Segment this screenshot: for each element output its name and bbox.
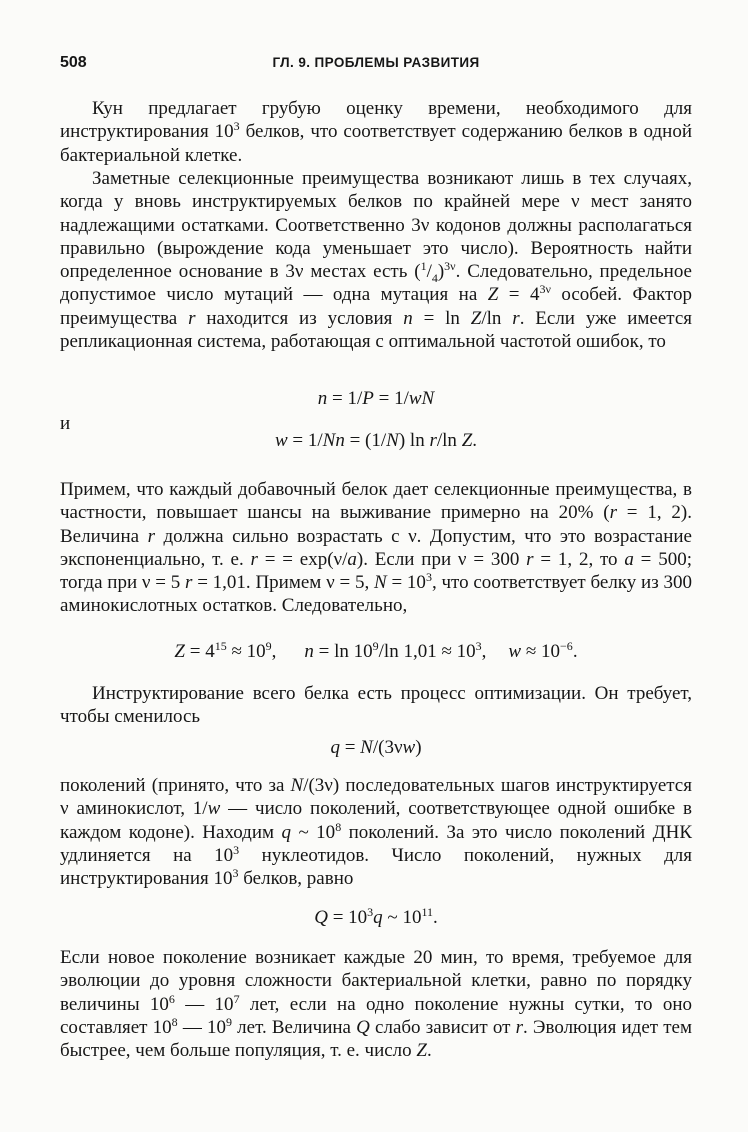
page-number: 508 — [60, 54, 87, 71]
paragraph-1 — [60, 97, 692, 167]
formula-z-n-w: $Z = 4^{15} \approx 10^9$, $n = \ln 10^9/\ln$ $1,01 \approx 10^3$, $w \approx 10^{-6}$. — [174, 639, 578, 662]
paragraph-4 — [60, 682, 692, 729]
paragraph-text: Инструктирование всего белка есть процесс оптимизации. Он требует, чтобы сменилось — [60, 683, 692, 728]
formula-q: q = N/(3νw) — [330, 737, 422, 758]
paragraph-6 — [60, 946, 692, 1062]
running-head — [60, 54, 692, 80]
formula-Q: $Q = 10^3q$ ~ $10^{11}$. — [314, 905, 438, 928]
paragraph-text: Примем, что каждый добавочный белок дает селекционные преимущества, в частности, повышает шансы на выживание примерно на 20% (r = 1, 2). Величина r должна сильно возрастать с ν. Допустим, что это возрастание экспоненциально, т. е. r = = exp(ν/a). Если при ν = 300 r = 1, 2, то a = 500; тогда при ν = 5 r = 1,01. Примем ν = 5, $N = 10^3$, что соответствует белку из 300 аминокислотных остатков. Следовательно, — [60, 479, 692, 617]
paragraph-text: Кун предлагает грубую оценку времени, необходимого для инструктирования $10^3$ белков, что соответствует содержанию белков в одной бактериальной клетке. — [60, 98, 693, 166]
chapter-title: ГЛ. 9. ПРОБЛЕМЫ РАЗВИТИЯ — [272, 55, 480, 70]
paragraph-text: Если новое поколение возникает каждые 20 мин, то время, требуемое для эволюции до уровня сложности бактериальной клетки, равно по порядку величины $10^6$ — $10^7$ лет, если на одно поколение нужны сутки, то оно составляет $10^8$ — $10^9$ лет. Величина Q слабо зависит от r. Эволюция идет тем быстрее, чем больше популяция, т. е. число Z. — [60, 947, 693, 1062]
paragraph-3 — [60, 478, 692, 618]
paragraph-2 — [60, 167, 692, 353]
connector-and: и — [60, 413, 71, 434]
paragraph-text: поколений (принято, что за N/(3ν) последовательных шагов инструктируется ν аминокислот, 1/w — число поколений, соответствующее одной ошибке в каждом кодоне). Находим q ~ $10^8$ поколений. За это число поколений ДНК удлиняется на $10^3$ нуклеотидов. Число поколений, нужных для инструктирования $10^3$ белков, равно — [60, 775, 693, 890]
paragraph-5 — [60, 774, 692, 890]
formula-w: w = 1/Nn = (1/N) ln r/ln Z. — [274, 430, 478, 451]
paragraph-text: Заметные селекционные преимущества возникают лишь в тех случаях, когда у вновь инструктируемых белков по крайней мере ν мест занято надлежащими остатками. Соответственно 3ν кодонов должны располагаться правильно (вырождение кода уменьшает это число). Вероятность найти определенное основание в 3ν местах есть $(^1/_4)^{3\nu}$. Следовательно, предельное допустимое число мутаций — одна мутация на $Z = 4^{3\nu}$ особей. Фактор преимущества r находится из условия n = ln Z/ln r. Если уже имеется репликационная система, работающая с оптимальной частотой ошибок, то — [60, 168, 693, 353]
formula-n: n = 1/P = 1/wN — [317, 388, 435, 409]
